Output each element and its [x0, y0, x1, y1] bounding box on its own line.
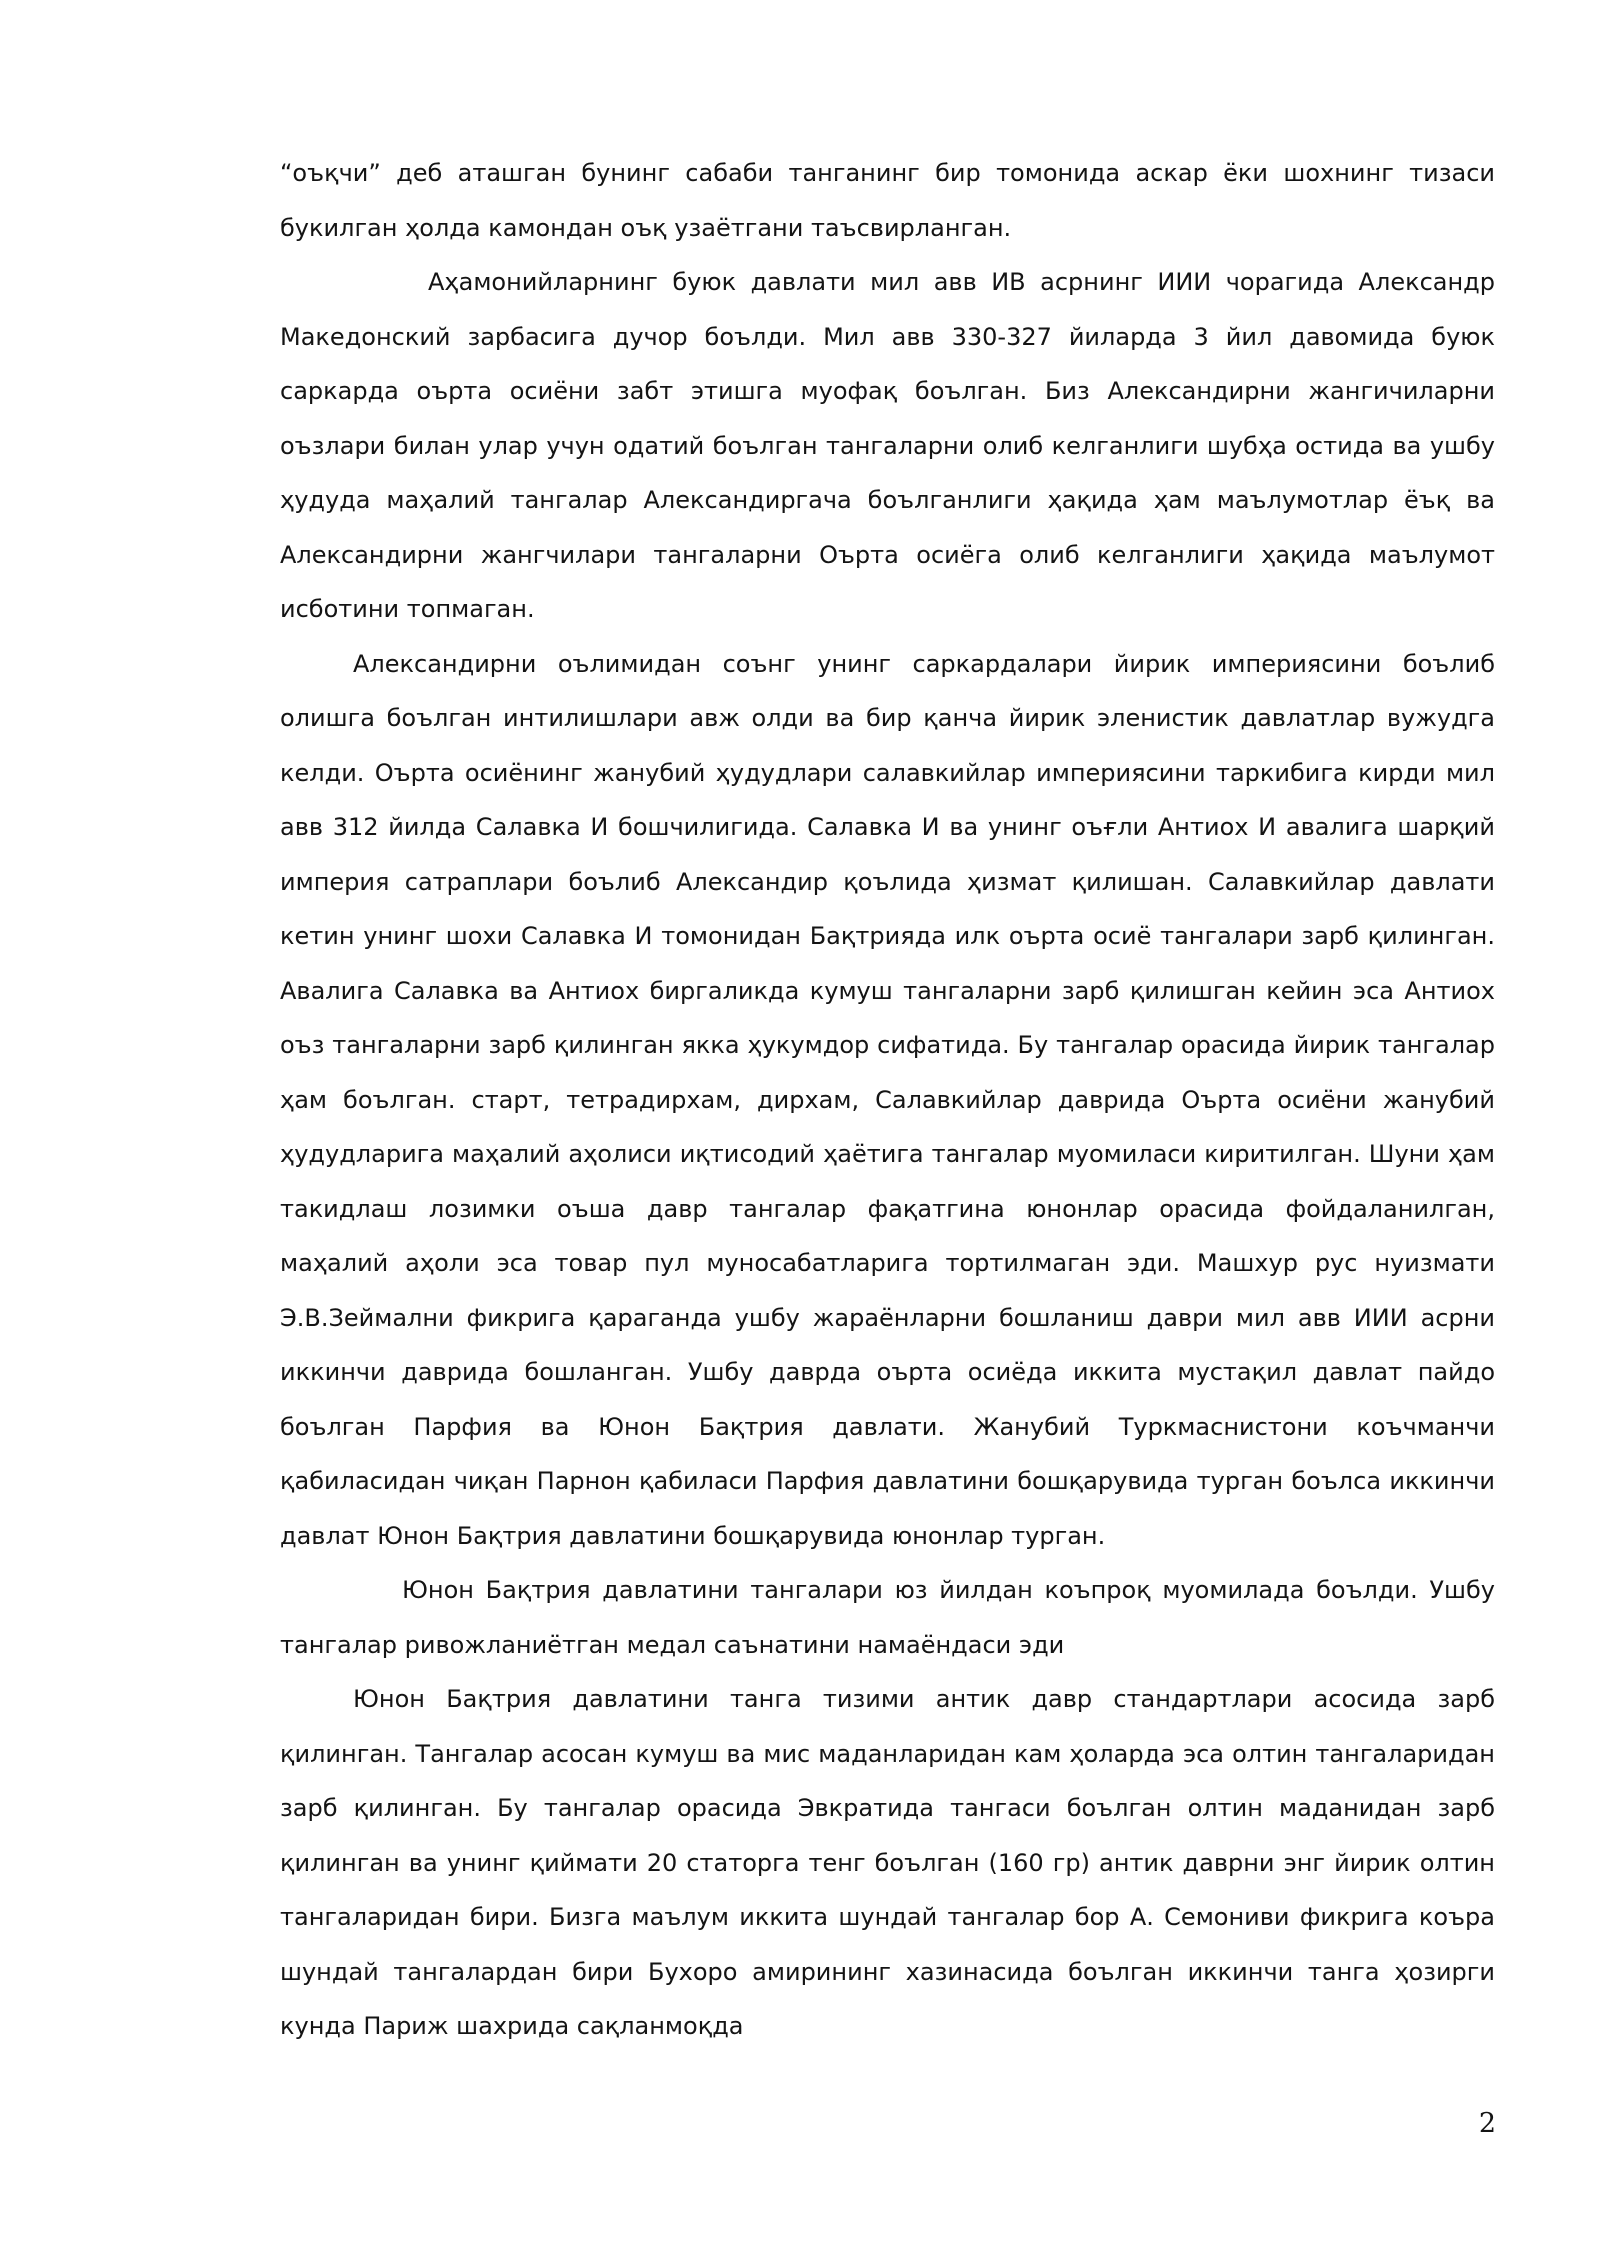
paragraph: Юнон Бақтрия давлатини танга тизими антик давр стандартлари асосида зарб қилинган. Тангалар асосан кумуш ва мис маданларидан кам ҳоларда эса олтин тангаларидан зарб қилинган. Бу тангалар орасида Эвкратида тангаси боълган олтин маданидан зарб қилинган ва унинг қиймати 20 статорга тенг боълган (160 гр) антик даврни энг йирик олтин тангаларидан бири. Бизга маълум иккита шундай тангалар бор А. Семониви фикрига коъра шундай тангалардан бири Бухоро амирининг хазинасида боълган иккинчи танга ҳозирги кунда Париж шахрида сақланмоқда: [280, 1685, 1495, 2040]
document-body: [280, 146, 1495, 2054]
paragraph: Аҳамонийларнинг буюк давлати мил авв ИВ асрнинг ИИИ чорагида Александр Македонский зарбасига дучор боълди. Мил авв 330-327 йиларда 3 йил давомида буюк саркарда оърта осиёни забт этишга муофақ боълган. Биз Александирни жангичиларни оъзлари билан улар учун одатий боълган тангаларни олиб келганлиги шубҳа остида ва ушбу ҳудуда маҳалий тангалар Александиргача боълганлиги ҳақида ҳам маълумотлар ёъқ ва Александирни жангчилари тангаларни Оърта осиёга олиб келганлиги ҳақида маълумот исботини топмаган.: [280, 268, 1495, 623]
paragraph: Юнон Бақтрия давлатини тангалари юз йилдан коъпроқ муомилада боълди. Ушбу тангалар ривожланиётган медал саънатини намаёндаси эди: [280, 1576, 1495, 1659]
paragraph: Александирни оълимидан соънг унинг саркардалари йирик империясини боълиб олишга боълган интилишлари авж олди ва бир қанча йирик эленистик давлатлар вужудга келди. Оърта осиёнинг жанубий ҳудудлари салавкийлар империясини таркибига кирди мил авв 312 йилда Салавка И бошчилигида. Салавка И ва унинг оъғли Антиох И авалига шарқий империя сатраплари боълиб Александир қоълида ҳизмат қилишан. Салавкийлар давлати кетин унинг шохи Салавка И томонидан Бақтрияда илк оърта осиё тангалари зарб қилинган. Авалига Салавка ва Антиох биргаликда кумуш тангаларни зарб қилишган кейин эса Антиох оъз тангаларни зарб қилинган якка ҳукумдор сифатида. Бу тангалар орасида йирик тангалар ҳам боълган. старт, тетрадирхам, дирхам, Салавкийлар даврида Оърта осиёни жанубий ҳудудларига маҳалий аҳолиси иқтисодий ҳаётига тангалар муомиласи киритилган. Шуни ҳам такидлаш лозимки оъша давр тангалар фақатгина юнонлар орасида фойдаланилган, маҳалий аҳоли эса товар пул муносабатларига тортилмаган эди. Машхур рус нуизмати Э.В.Зеймални фикрига қараганда ушбу жараёнларни бошланиш даври мил авв ИИИ асрни иккинчи даврида бошланган. Ушбу даврда оърта осиёда иккита мустақил давлат пайдо боълган Парфия ва Юнон Бақтрия давлати. Жанубий Туркмаснистони коъчманчи қабиласидан чиқан Парнон қабиласи Парфия давлатини бошқарувида турган боълса иккинчи давлат Юнон Бақтрия давлатини бошқарувида юнонлар турган.: [280, 649, 1495, 1550]
paragraph: “оъқчи” деб аташган бунинг сабаби танганинг бир томонида аскар ёки шохнинг тизаси букилган ҳолда камондан оъқ узаётгани таъсвирланган.: [280, 159, 1495, 242]
page-number: 2: [1478, 2108, 1496, 2139]
